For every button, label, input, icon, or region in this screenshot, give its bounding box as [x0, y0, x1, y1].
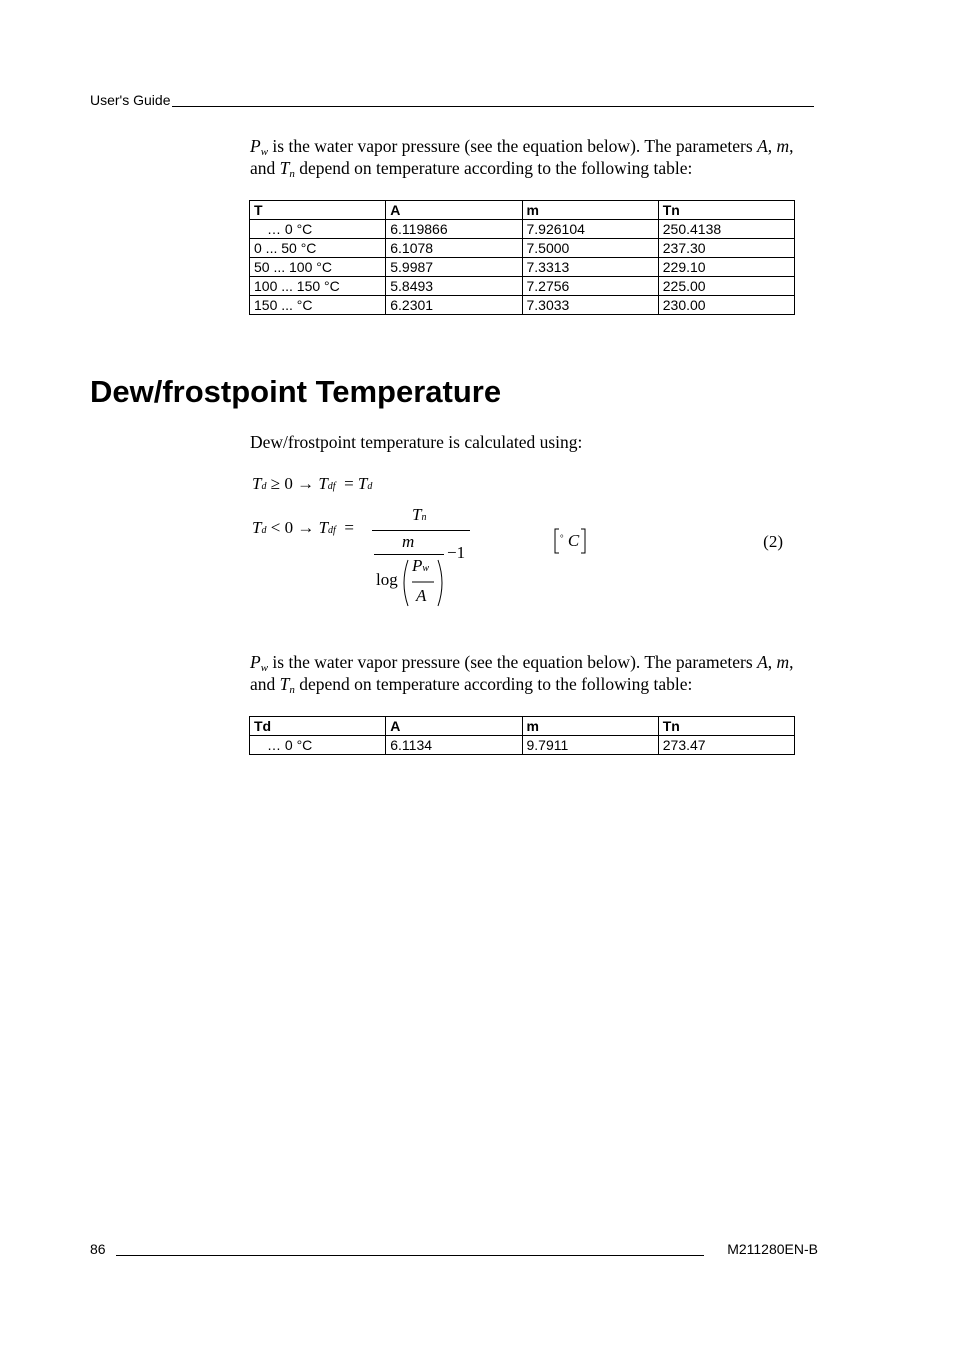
- column-header: T: [250, 201, 386, 220]
- eq-fraction-bar: [372, 530, 470, 531]
- equation-number: (2): [763, 532, 783, 551]
- eq-arrow: →: [297, 474, 315, 493]
- eq-number: 0: [284, 518, 294, 537]
- table-cell: 150 ... °C: [250, 296, 386, 315]
- table-cell: 6.1078: [386, 239, 522, 258]
- eq-sub: df: [328, 525, 336, 536]
- para-text: depend on temperature according to the following table:: [294, 674, 693, 694]
- eq-symbol: T: [318, 474, 328, 493]
- eq-unit: [560, 531, 579, 551]
- column-header: m: [522, 201, 658, 220]
- table-cell: 7.926104: [522, 220, 658, 239]
- table-cell: 50 ... 100 °C: [250, 258, 386, 277]
- eq-symbol: T: [252, 474, 262, 493]
- table-row: [250, 258, 795, 277]
- symbol-pw-sub: w: [260, 146, 269, 158]
- column-header: A: [386, 201, 522, 220]
- eq-sub: df: [327, 481, 336, 492]
- eq-line-1: [252, 474, 372, 494]
- table-row: [250, 239, 795, 258]
- eq-symbol: m: [402, 532, 415, 551]
- eq-symbol: T: [318, 518, 329, 537]
- para-text: is the water vapor pressure (see the equation below). The parameters: [268, 136, 758, 156]
- table-cell: 7.3033: [522, 296, 658, 315]
- table-cell: 7.3313: [522, 258, 658, 277]
- para-text: , and: [250, 136, 794, 178]
- calc-intro-text: Dew/frostpoint temperature is calculated using:: [250, 432, 583, 452]
- eq-symbol: P: [412, 556, 423, 575]
- header-label: User's Guide: [90, 92, 171, 108]
- parameter-table-2: [249, 716, 795, 755]
- table-cell: 9.7911: [522, 736, 658, 755]
- eq-pw: [412, 556, 429, 576]
- symbol-tn-sub: n: [289, 684, 295, 696]
- eq-line-2: [252, 518, 354, 538]
- eq-sub: n: [421, 512, 427, 523]
- symbol-tn: T: [279, 158, 290, 178]
- eq-symbol: T: [412, 505, 422, 524]
- table-cell: 250.4138: [658, 220, 794, 239]
- eq-symbol: A: [416, 586, 427, 605]
- eq-symbol: T: [252, 518, 262, 537]
- symbol-pw-sub: w: [260, 662, 269, 674]
- eq-number: 0: [284, 474, 293, 493]
- para-separator: ,: [767, 652, 777, 672]
- table-cell: 5.8493: [386, 277, 522, 296]
- table-cell: 237.30: [658, 239, 794, 258]
- eq-operator: =: [344, 474, 354, 493]
- column-header: Td: [250, 717, 386, 736]
- column-header: Tn: [658, 201, 794, 220]
- table-row: [250, 296, 795, 315]
- table-cell: 0 ... 50 °C: [250, 239, 386, 258]
- intro-paragraph-1: [250, 135, 810, 179]
- table-cell: … 0 °C: [250, 220, 386, 239]
- parameter-table-1: [249, 200, 795, 315]
- table-header-row: [250, 201, 795, 220]
- footer-rule: [116, 1255, 704, 1256]
- column-header: Tn: [658, 717, 794, 736]
- symbol-m: m: [776, 652, 790, 672]
- table-cell: 100 ... 150 °C: [250, 277, 386, 296]
- eq-minus-one: −1: [447, 543, 466, 562]
- table-cell: 229.10: [658, 258, 794, 277]
- running-header: [90, 91, 814, 109]
- table-cell: 7.5000: [522, 239, 658, 258]
- symbol-pw: P: [250, 136, 261, 156]
- table-cell: … 0 °C: [250, 736, 386, 755]
- para-text: depend on temperature according to the following table:: [294, 158, 693, 178]
- eq-m: [402, 532, 414, 552]
- table-cell: 6.119866: [386, 220, 522, 239]
- eq-numerator: [412, 505, 426, 525]
- table-cell: 7.2756: [522, 277, 658, 296]
- table-row: [250, 736, 795, 755]
- table-cell: 273.47: [658, 736, 794, 755]
- eq-operator: <: [270, 518, 281, 537]
- header-rule: [90, 106, 814, 107]
- table-cell: 230.00: [658, 296, 794, 315]
- table-cell: 6.2301: [386, 296, 522, 315]
- symbol-tn: T: [279, 674, 290, 694]
- symbol-pw: P: [250, 652, 261, 672]
- eq-inner-fraction-bar: [374, 554, 444, 555]
- page-number: 86: [90, 1241, 106, 1257]
- eq-log: log: [376, 570, 398, 589]
- para-text: is the water vapor pressure (see the equation below). The parameters: [268, 652, 758, 672]
- table-cell: 225.00: [658, 277, 794, 296]
- eq-sub: d: [261, 525, 267, 536]
- symbol-a: A: [757, 136, 768, 156]
- table-row: [250, 220, 795, 239]
- para-text: , and: [250, 652, 794, 694]
- eq-symbol: T: [357, 474, 368, 493]
- symbol-a: A: [757, 652, 768, 672]
- column-header: A: [386, 717, 522, 736]
- intro-paragraph-2: [250, 651, 810, 695]
- eq-a: [416, 586, 426, 606]
- document-code: M211280EN-B: [727, 1241, 818, 1257]
- running-footer: [90, 1240, 818, 1258]
- symbol-m: m: [776, 136, 790, 156]
- dewpoint-equation: [250, 470, 810, 620]
- symbol-tn-sub: n: [289, 168, 295, 180]
- table-row: [250, 277, 795, 296]
- table-cell: 6.1134: [386, 736, 522, 755]
- table-cell: 5.9987: [386, 258, 522, 277]
- eq-sub: d: [261, 481, 267, 492]
- para-separator: ,: [767, 136, 777, 156]
- eq-sub: d: [367, 481, 373, 492]
- eq-degree: °: [560, 533, 564, 543]
- eq-operator: =: [344, 518, 354, 537]
- column-header: m: [522, 717, 658, 736]
- eq-sub: w: [422, 563, 430, 574]
- eq-symbol: C: [567, 531, 580, 550]
- eq-arrow: →: [297, 518, 315, 537]
- eq-operator: ≥: [270, 474, 281, 493]
- section-heading: Dew/frostpoint Temperature: [90, 374, 502, 409]
- table-header-row: [250, 717, 795, 736]
